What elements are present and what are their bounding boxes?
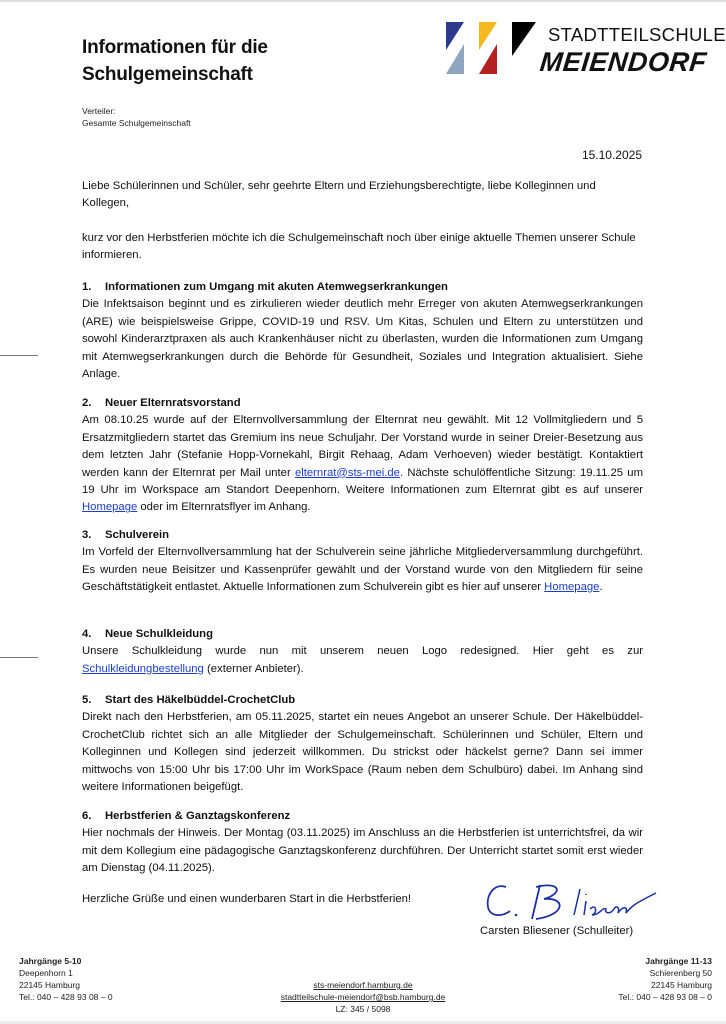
- section-5: [82, 692, 643, 796]
- distribution-block: [82, 105, 191, 129]
- section-3-number: 3.: [82, 529, 92, 541]
- section-6-number: 6.: [82, 810, 92, 822]
- section-5-title: Start des Häkelbüddel-CrochetClub: [105, 694, 296, 706]
- section-3-heading: [82, 527, 643, 544]
- logo-lightblue-shape: [446, 44, 464, 74]
- footer-center-contact: [0, 979, 726, 1015]
- section-6-title: Herbstferien & Ganztagskonferenz: [105, 810, 291, 822]
- viewer-top-edge: [0, 0, 726, 2]
- section-1-title: Informationen zum Umgang mit akuten Atemwegserkrankungen: [105, 281, 448, 293]
- logo-text-line-2: MEIENDORF: [538, 47, 709, 77]
- section-6: [82, 808, 643, 878]
- footer-email-link[interactable]: stadtteilschule-meiendorf@bsb.hamburg.de: [280, 992, 446, 1002]
- section-3-title: Schulverein: [105, 529, 170, 541]
- section-6-heading: [82, 808, 643, 825]
- section-4-number: 4.: [82, 628, 92, 640]
- footer-right-address: [618, 955, 712, 1003]
- section-4-text: Unsere Schulkleidung wurde nun mit unserem neuen Logo redesigned. Hier geht es zur Schulkleidungbestellung (externer Anbieter).: [82, 645, 643, 675]
- distribution-value: Gesamte Schulgemeinschaft: [82, 118, 191, 128]
- elternrat-email-link[interactable]: elternrat@sts-mei.de: [294, 466, 400, 479]
- section-3: [82, 527, 643, 597]
- footer-left-heading: Jahrgänge 5-10: [19, 956, 82, 966]
- footer-website-link[interactable]: sts-meiendorf.hamburg.de: [313, 980, 413, 990]
- schulkleidung-order-link[interactable]: Schulkleidungbestellung: [82, 662, 204, 675]
- section-5-heading: [82, 692, 643, 709]
- section-2: [82, 395, 643, 517]
- section-5-number: 5.: [82, 694, 92, 706]
- punch-mark: [0, 657, 38, 658]
- section-2-number: 2.: [82, 397, 92, 409]
- logo-red-shape: [479, 44, 497, 74]
- logo-yellow-shape: [479, 22, 497, 50]
- section-4: [82, 626, 643, 678]
- section-4-title: Neue Schulkleidung: [105, 628, 213, 640]
- logo-blue-shape: [446, 22, 464, 50]
- footer-right-city: 22145 Hamburg: [651, 980, 712, 990]
- section-1-heading: [82, 279, 643, 296]
- section-1: [82, 279, 643, 383]
- section-1-number: 1.: [82, 281, 92, 293]
- schulverein-homepage-link[interactable]: Homepage: [544, 581, 600, 594]
- footer-left-city: 22145 Hamburg: [19, 980, 80, 990]
- footer-lz: LZ: 345 / 5098: [335, 1004, 391, 1014]
- section-3-text: Im Vorfeld der Elternvollversammlung hat der Schulverein seine jährliche Mitgliederversammlung durchgeführt. Es wurden neue Beisitzer und Kassenprüfer gewählt und der Vorstand wurde von den Mitgliedern für seine Geschäftstätigkeit entlastet. Aktuelle Informationen zum Schulverein gibt es hier auf unserer Homepage.: [82, 546, 643, 594]
- school-logo: [444, 20, 726, 78]
- distribution-label: Verteiler:: [82, 106, 116, 116]
- logo-text-line-1: STADTTEILSCHULE: [548, 24, 726, 45]
- footer-right-phone: Tel.: 040 – 428 93 08 – 0: [618, 992, 712, 1002]
- letter-date: 15.10.2025: [581, 148, 642, 162]
- section-2-title: Neuer Elternratsvorstand: [105, 397, 241, 409]
- title-line-2: Schulgemeinschaft: [82, 64, 253, 85]
- section-1-text: Die Infektsaison beginnt und es zirkulieren wieder deutlich mehr Erreger von akuten Atemwegserkrankungen (ARE) wie beispielsweise Grippe, COVID-19 und RSV. Um Kitas, Schulen und Eltern zu unterstützen und sowohl Kinderarztpraxen als auch Krankenhäuser nicht zu überlasten, wurden die Informationen zum Umgang mit Atemwegserkrankungen durch die Behörde für Gesundheit, Soziales und Integration aktualisiert. Siehe Anlage.: [82, 298, 643, 381]
- signatory-name: Carsten Bliesener (Schulleiter): [480, 925, 634, 937]
- footer-right-street: Schierenberg 50: [649, 968, 712, 978]
- logo-black-shape: [512, 22, 536, 56]
- document-title: [82, 34, 268, 88]
- intro-paragraph: kurz vor den Herbstferien möchte ich die Schulgemeinschaft noch über einige aktuelle Themen unserer Schule informieren.: [82, 232, 636, 262]
- section-4-heading: [82, 626, 643, 643]
- section-2-heading: [82, 395, 643, 412]
- section-2-text: Am 08.10.25 wurde auf der Elternvollversammlung der Elternrat neu gewählt. Mit 12 Vollmitgliedern und 5 Ersatzmitgliedern startet das Gremium ins neue Schuljahr. Der Vorstand wurde in seiner Dreier-Besetzung aus dem letzten Jahr (Stefanie Hopp-Vornekahl, Birgit Rehaag, Adam Verhoeven) wieder bestätigt. Kontaktiert werden kann der Elternrat per Mail unter elternrat@sts-mei.de. Nächste schulöffentliche Sitzung: 19.11.25 um 19 Uhr im Workspace am Standort Deepenhorn. Weitere Informationen zum Elternrat gibt es auf unserer Homepage oder im Elternratsflyer im Anhang.: [82, 414, 643, 514]
- footer-left-street: Deepenhorn 1: [19, 968, 73, 978]
- closing-line: Herzliche Grüße und einen wunderbaren Start in die Herbstferien!: [82, 893, 412, 905]
- handwritten-signature: [480, 879, 680, 924]
- footer-right-heading: Jahrgänge 11-13: [645, 956, 712, 966]
- footer-left-phone: Tel.: 040 – 428 93 08 – 0: [19, 992, 113, 1002]
- greeting: Liebe Schülerinnen und Schüler, sehr geehrte Eltern und Erziehungsberechtigte, liebe Kolleginnen und Kollegen,: [82, 180, 596, 210]
- fold-mark: [0, 355, 38, 356]
- elternrat-homepage-link[interactable]: Homepage: [82, 501, 138, 514]
- logo-mark-icon: [444, 20, 544, 78]
- title-line-1: Informationen für die: [82, 37, 268, 58]
- section-6-text: Hier nochmals der Hinweis. Der Montag (03.11.2025) im Anschluss an die Herbstferien ist unterrichtsfrei, da wir mit dem Kollegium eine pädagogische Ganztagskonferenz durchführen. Der Unterricht startet somit erst wieder am Dienstag (04.11.2025).: [82, 827, 643, 875]
- section-5-text: Direkt nach den Herbstferien, am 05.11.2025, startet ein neues Angebot an unserer Schule. Der Häkelbüddel-CrochetClub richtet sich an alle Mitglieder der Schulgemeinschaft. Schülerinnen und Schüler, Eltern und Kolleginnen und Kollegen sind jederzeit willkommen. Du strickst oder häckelst gerne? Dann sei immer mittwochs von 15:00 Uhr bis 17:00 Uhr im WorkSpace (Raum neben dem Schulbüro) dabei. Im Anhang sind weitere Informationen beigefügt.: [82, 711, 643, 794]
